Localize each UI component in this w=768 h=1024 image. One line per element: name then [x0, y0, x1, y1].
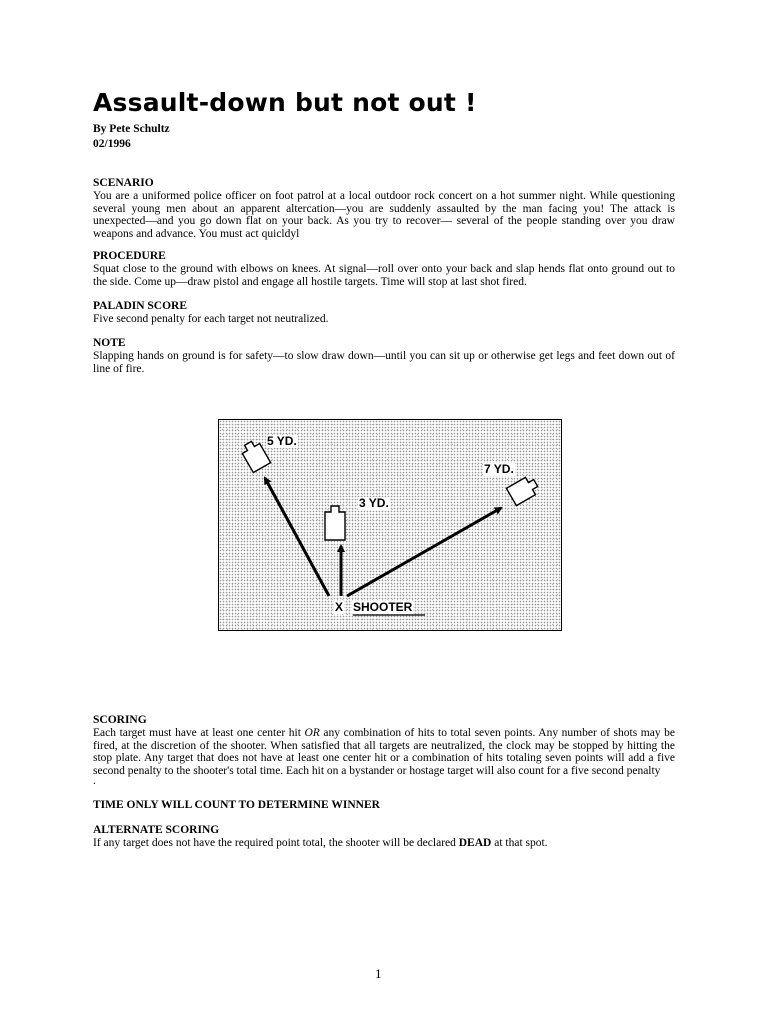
range-diagram [218, 419, 562, 631]
target-3yd-shape [325, 506, 345, 540]
paladin-score-heading: PALADIN SCORE [93, 300, 188, 312]
scoring-text-start: Each target must have at least one center hit [93, 727, 305, 739]
note-heading: NOTE [93, 337, 126, 349]
scoring-text-end: any combination of hits to total seven points. Any number of shots may be fired, at the discretion of the shooter. When satisfied that all targets are neutralized, the clock may be stopped by hitting the stop plate. Any target that does not have at least one center hit or a combination of hits totaling seven points will add a five second penalty to the shooter's total time. Each hit on a bystander or hostage target will also count for a five second penalty [93, 727, 676, 777]
alternate-scoring-text-end: at that spot. [491, 837, 548, 849]
shooter-label: SHOOTER [353, 600, 413, 614]
scoring-stray-mark: . [93, 775, 96, 788]
target-5yd-label: 5 YD. [267, 434, 297, 448]
arrow-to-7yd [347, 508, 501, 596]
alternate-scoring-section [93, 824, 675, 850]
target-3yd-label: 3 YD. [359, 496, 389, 510]
arrow-to-5yd [265, 478, 329, 596]
paladin-score-section [93, 300, 675, 326]
note-text: Slapping hands on ground is for safety—to slow draw down—until you can sit up or otherwise get legs and feet down out of line of fire. [93, 350, 675, 375]
target-7yd-label: 7 YD. [484, 462, 514, 476]
shooter-mark: X [335, 600, 344, 614]
author: By Pete Schultz [93, 123, 170, 135]
alternate-scoring-heading: ALTERNATE SCORING [93, 824, 220, 836]
document-title: Assault-down but not out ! [93, 88, 477, 117]
scoring-heading: SCORING [93, 714, 147, 726]
page-number: 1 [375, 966, 382, 981]
note-section [93, 337, 675, 375]
paladin-score-text: Five second penalty for each target not neutralized. [93, 313, 329, 325]
procedure-section [93, 250, 675, 288]
alternate-scoring-text-start: If any target does not have the required point total, the shooter will be declared [93, 837, 459, 849]
scenario-text: You are a uniformed police officer on foot patrol at a local outdoor rock concert on a hot summer night. While questioning several young men about an apparent altercation—you are suddenly assaulted by the man facing you! The attack is unexpected—and you go down flat on your back. As you try to recover— several of the people standing over you draw weapons and advance. You must act quicldyl [93, 190, 675, 240]
alternate-scoring-emphasis: DEAD [458, 837, 492, 849]
winner-line: TIME ONLY WILL COUNT TO DETERMINE WINNER [93, 799, 380, 811]
scoring-text-emphasis: OR [304, 727, 320, 739]
date: 02/1996 [93, 138, 131, 150]
scenario-heading: SCENARIO [93, 177, 154, 189]
target-7yd-shape [506, 474, 540, 505]
byline [93, 122, 170, 152]
scenario-section [93, 177, 675, 240]
alternate-scoring-text [93, 837, 675, 850]
scoring-text [93, 727, 675, 777]
procedure-text: Squat close to the ground with elbows on knees. At signal—roll over onto your back and slap hends flat onto ground out to the side. Come up—draw pistol and engage all hostile targets. Time will stop at last shot fired. [93, 263, 675, 288]
scoring-section [93, 714, 676, 788]
procedure-heading: PROCEDURE [93, 250, 166, 262]
